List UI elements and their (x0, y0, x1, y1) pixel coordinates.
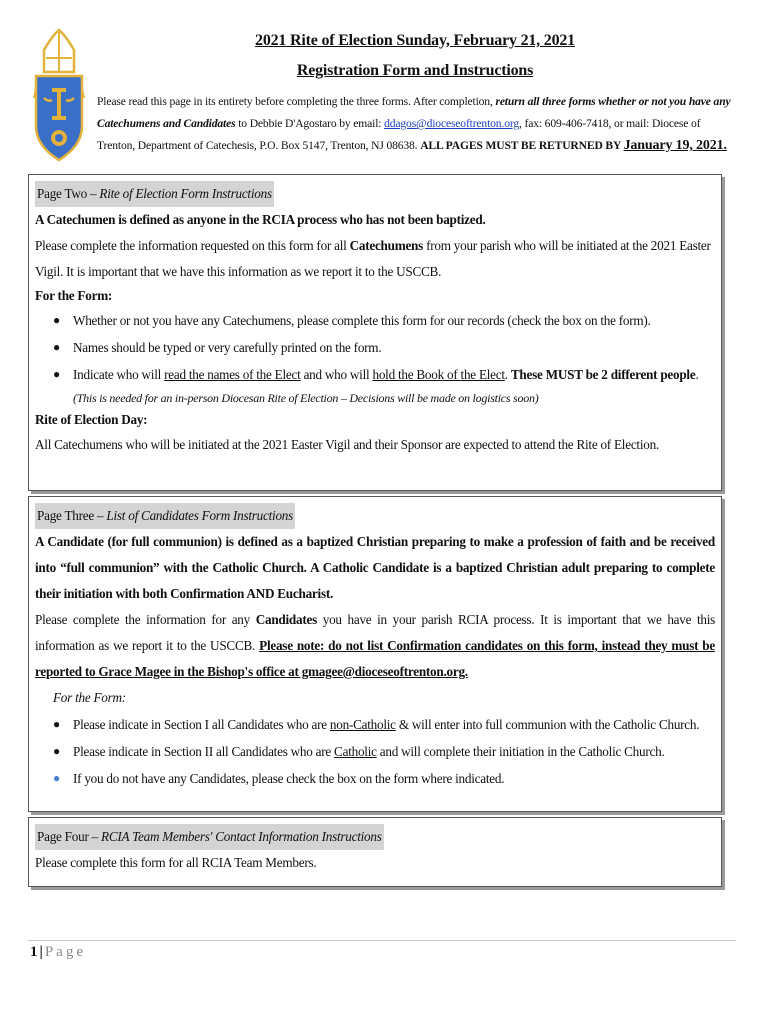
page-two-section (28, 174, 722, 491)
list-item: ● Whether or not you have any Catechumens, please complete this form for our records (check the box on the form). (53, 313, 651, 328)
diocese-crest-icon (30, 28, 88, 163)
list-item: ● Please indicate in Section I all Candidates who are non-Catholic & will enter into full communion with the Catholic Church. (53, 717, 700, 732)
page-four-section (28, 817, 722, 887)
list-item: ● Names should be typed or very carefully printed on the form. (53, 340, 382, 355)
page-label: Page (44, 944, 86, 960)
page-three-section (28, 496, 722, 812)
intro-paragraph: Please read this page in its entirety before completing the three forms. After completion, return all three forms whether or not you have any Catechumens and Candidates to Debbie D'Agostaro by email: ddagos@dioceseoftrenton.org, fax: 609-406-7418, or mail: Diocese of Trenton, Department of Catechesis, P.O. Box 5147, Trenton, NJ 08638. ALL PAGES MUST BE RETURNED BY January 19, 2021. (97, 95, 731, 153)
page-three-bullets (35, 711, 715, 792)
catechumen-definition: A Catechumen is defined as anyone in the RCIA process who has not been baptized. (35, 212, 486, 227)
list-item: ● Please indicate in Section II all Candidates who are Catholic and will complete their initiation in the Catholic Church. (53, 744, 665, 759)
page-number: 1 (30, 944, 38, 960)
rite-day-heading: Rite of Election Day: (35, 412, 148, 427)
page-four-header: Page Four – RCIA Team Members' Contact Information Instructions (35, 824, 384, 850)
logistics-note: (This is needed for an in-person Diocesan Rite of Election – Decisions will be made on logistics soon) (73, 391, 539, 405)
for-the-form-heading: For the Form: (53, 690, 126, 705)
deadline-date: January 19, 2021. (623, 138, 727, 153)
page-footer: 1 | Page (30, 944, 86, 960)
confirmation-note: Please note: do not list Confirmation candidates on this form, instead they must be reported to Grace Magee in the Bishop's office at gmagee@dioceseoftrenton.org. (35, 638, 715, 679)
list-item: ● Indicate who will read the names of the Elect and who will hold the Book of the Elect. These MUST be 2 different people. (53, 367, 699, 382)
page-two-header: Page Two – Rite of Election Form Instructions (35, 181, 274, 207)
page-three-paragraph: Please complete the information for any Candidates you have in your parish RCIA process. It is important that we have this information as we report it to the USCCB. Please note: do not list Confirmation candidates on this form, instead they must be reported to Grace Magee in the Bishop's office at gmagee@dioceseoftrenton.org. (35, 612, 715, 679)
page-two-paragraph: Please complete the information requested on this form for all Catechumens from your parish who will be initiated at the 2021 Easter (35, 238, 711, 253)
page-three-header: Page Three – List of Candidates Form Instructions (35, 503, 295, 529)
candidate-definition: A Candidate (for full communion) is defined as a baptized Christian preparing to make a profession of faith and be received into “full communion” with the Catholic Church. A Catholic Candidate is a baptized Christian adult preparing to complete their initiation with both Confirmation AND Eucharist. (35, 534, 715, 601)
email-link[interactable]: ddagos@dioceseoftrenton.org (384, 117, 519, 130)
footer-divider (28, 940, 736, 941)
page-two-paragraph-cont: Vigil. It is important that we have this information as we report it to the USCCB. (35, 264, 442, 279)
list-item: ● If you do not have any Candidates, please check the box on the form where indicated. (53, 771, 505, 786)
page-subtitle: Registration Form and Instructions (296, 62, 534, 79)
for-the-form-heading: For the Form: (35, 288, 113, 303)
page-two-bullets (35, 307, 715, 388)
rite-day-text: All Catechumens who will be initiated at the 2021 Easter Vigil and their Sponsor are expected to attend the Rite of Election. (35, 437, 659, 452)
page-title: 2021 Rite of Election Sunday, February 21, 2021 (255, 32, 575, 49)
page-four-text: Please complete this form for all RCIA Team Members. (35, 855, 317, 870)
